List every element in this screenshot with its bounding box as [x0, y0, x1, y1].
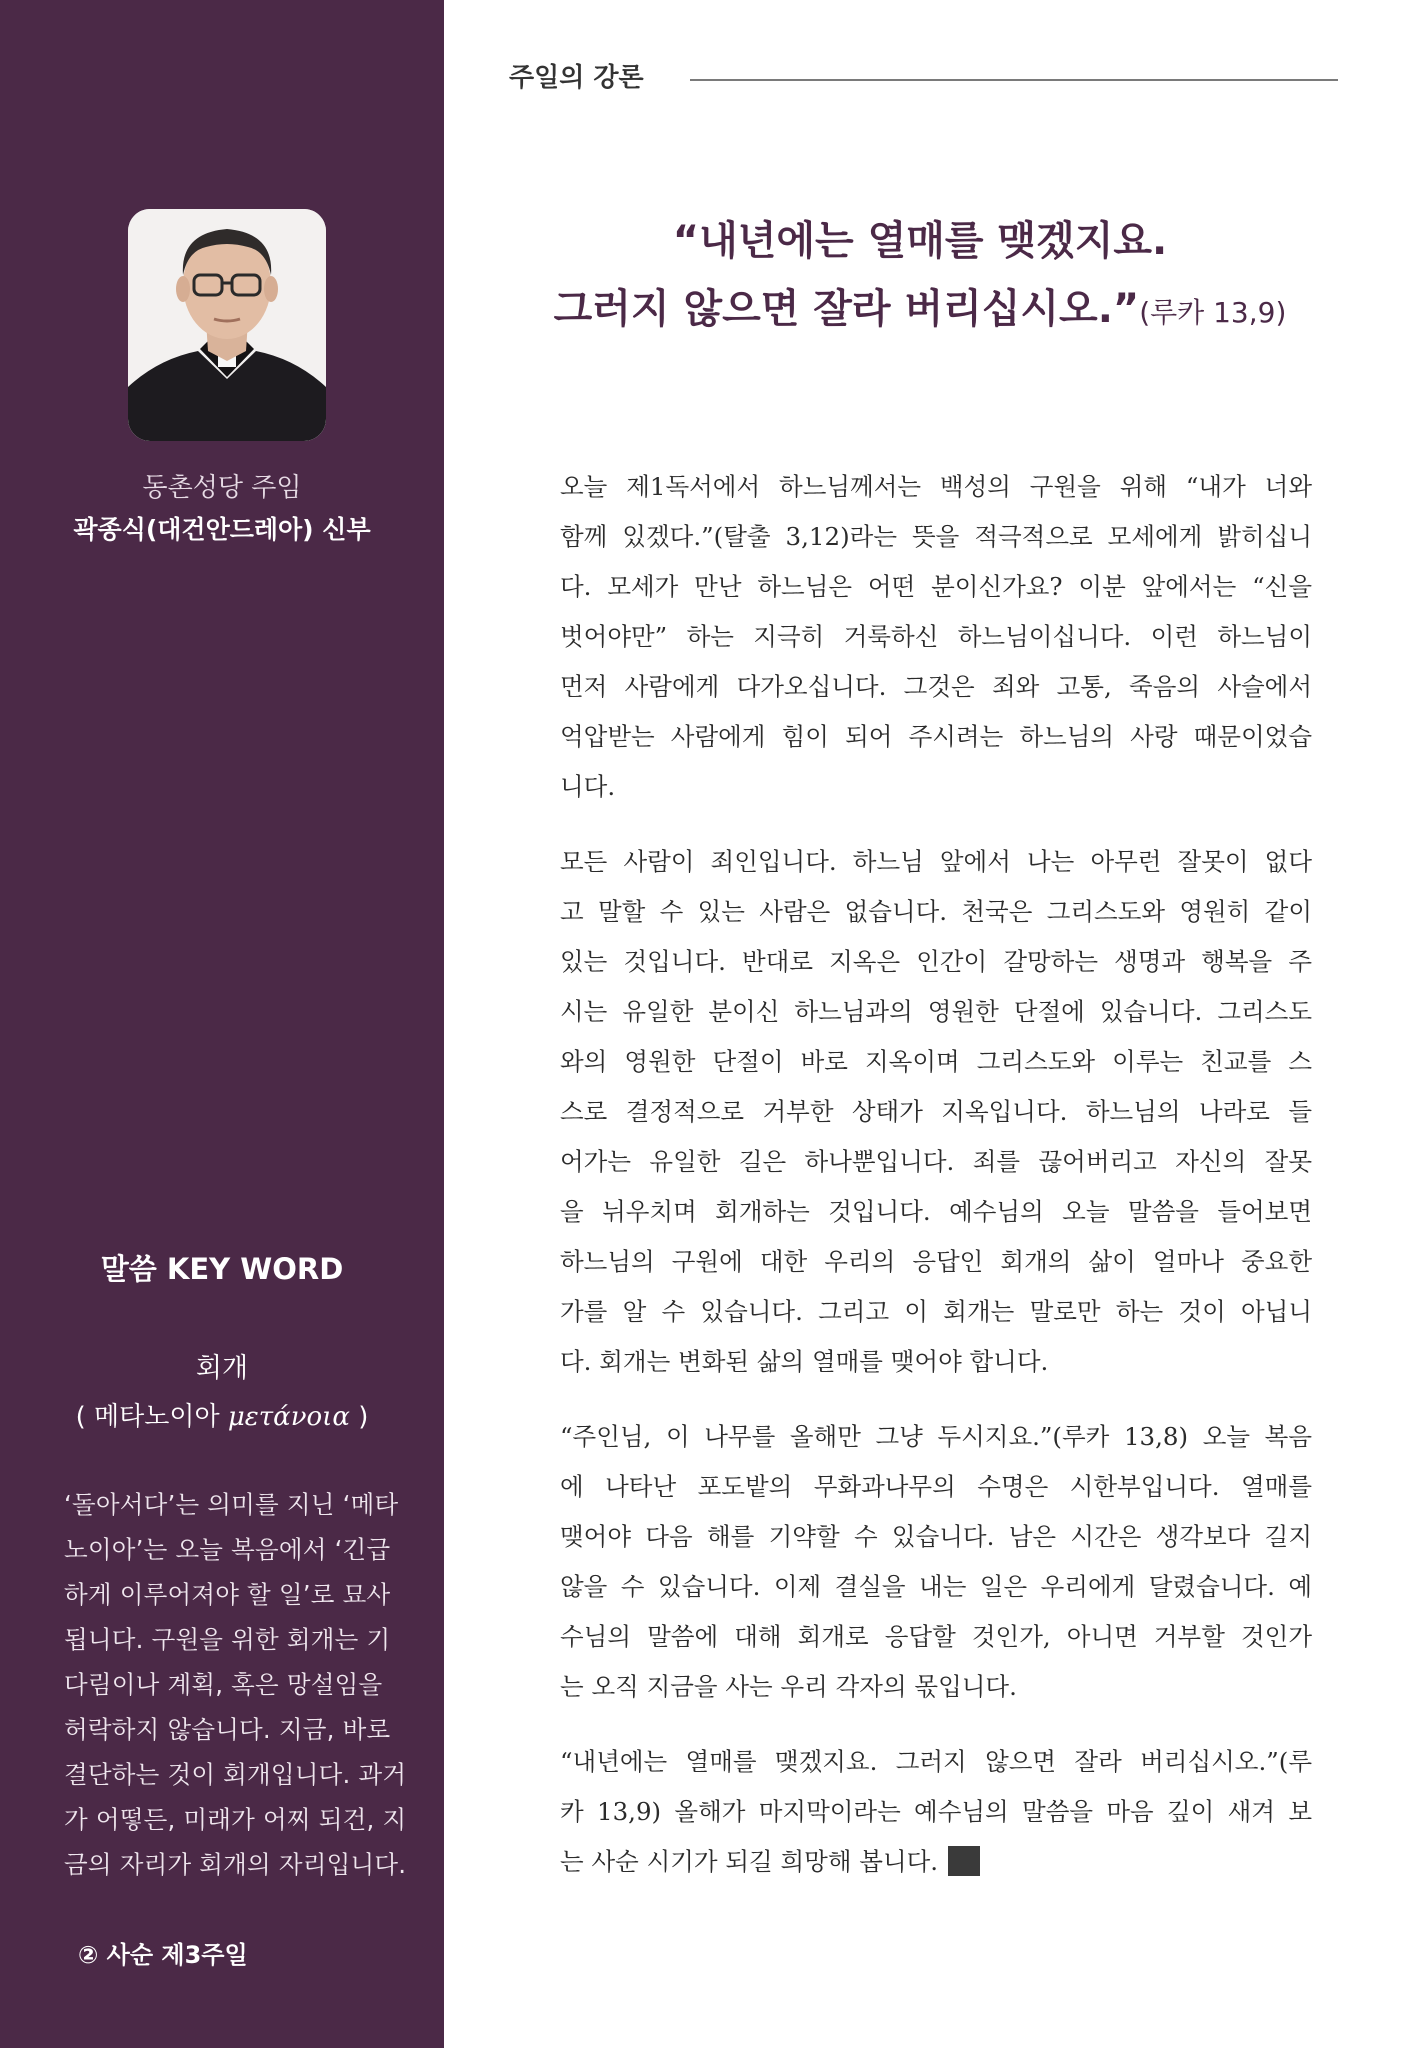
keyword-description-line: 다림이나 계획, 혹은 망설임을	[64, 1670, 383, 1699]
text-line: “내년에는 열매를 맺겠지요. 그러지 않으면 잘라 버리십시오.”(루	[560, 1747, 1312, 1776]
section-title: 주일의 강론	[509, 63, 644, 93]
text-line: 않을 수 있습니다. 이제 결실을 내는 일은 우리에게 달렸습니다. 예	[560, 1572, 1312, 1601]
text-line: 오늘 제1독서에서 하느님께서는 백성의 구원을 위해 “내가 너와	[560, 472, 1312, 501]
text-line: 니다.	[560, 772, 616, 801]
author-portrait	[128, 209, 326, 441]
text-line: 먼저 사람에게 다가오십니다. 그것은 죄와 고통, 죽음의 사슬에서	[560, 672, 1312, 701]
text-line: 어가는 유일한 길은 하나뿐입니다. 죄를 끊어버리고 자신의 잘못	[560, 1147, 1312, 1176]
text-line: 있는 것입니다. 반대로 지옥은 인간이 갈망하는 생명과 행복을 주	[560, 947, 1312, 976]
headline-quote-text: 그러지 않으면 잘라 버리십시오.”	[553, 286, 1140, 332]
keyword-description-line: 노이아’는 오늘 복음에서 ‘긴급	[64, 1535, 391, 1564]
keyword-title: 말씀 KEY WORD	[100, 1252, 344, 1286]
author-parish: 동촌성당 주임	[142, 473, 302, 503]
paragraph-1	[560, 462, 1312, 812]
keyword-term-prefix: ( 메타노이아	[75, 1402, 220, 1432]
text-line-final	[560, 1837, 1312, 1887]
text-line: 다. 회개는 변화된 삶의 열매를 맺어야 합니다.	[560, 1347, 1049, 1376]
headline-quote-reference: (루카 13,9)	[1139, 296, 1287, 329]
keyword-description-line: ‘돌아서다’는 의미를 지닌 ‘메타	[64, 1490, 399, 1519]
paragraph-2	[560, 837, 1312, 1387]
text-line: 을 뉘우치며 회개하는 것입니다. 예수님의 오늘 말씀을 들어보면	[560, 1197, 1312, 1226]
text-line: 다. 모세가 만난 하느님은 어떤 분이신가요? 이분 앞에서는 “신을	[560, 572, 1312, 601]
page-footer-week: ② 사순 제3주일	[78, 1941, 248, 1969]
keyword-description-line: 됩니다. 구원을 위한 회개는 기	[64, 1625, 391, 1654]
text-line: 카 13,9) 올해가 마지막이라는 예수님의 말씀을 마음 깊이 새겨 보	[560, 1797, 1312, 1826]
keyword-description-line: 허락하지 않습니다. 지금, 바로	[64, 1715, 391, 1744]
paragraph-3	[560, 1412, 1312, 1712]
text-line: 함께 있겠다.”(탈출 3,12)라는 뜻을 적극적으로 모세에게 밝히십니	[560, 522, 1312, 551]
keyword-term-transliteration	[0, 1398, 444, 1436]
keyword-description-line: 하게 이루어져야 할 일’로 묘사	[64, 1580, 391, 1609]
text-line: 시는 유일한 분이신 하느님과의 영원한 단절에 있습니다. 그리스도	[560, 997, 1312, 1026]
text-line: 가를 알 수 있습니다. 그리고 이 회개는 말로만 하는 것이 아닙니	[560, 1297, 1312, 1326]
keyword-term-greek: μετάνοια	[227, 1402, 350, 1432]
keyword-description-line: 가 어떻든, 미래가 어찌 되건, 지	[64, 1805, 407, 1834]
sidebar	[0, 0, 444, 2048]
text-line: 수님의 말씀에 대해 회개로 응답할 것인가, 아니면 거부할 것인가	[560, 1622, 1312, 1651]
text-line: 벗어야만” 하는 지극히 거룩하신 하느님이십니다. 이런 하느님이	[560, 622, 1312, 651]
text-line: 모든 사람이 죄인입니다. 하느님 앞에서 나는 아무런 잘못이 없다	[560, 847, 1312, 876]
headline-quote-line-1: “내년에는 열매를 맺겠지요.	[672, 218, 1168, 264]
text-line: 와의 영원한 단절이 바로 지옥이며 그리스도와 이루는 친교를 스	[560, 1047, 1312, 1076]
keyword-description-line: 결단하는 것이 회개입니다. 과거	[64, 1760, 407, 1789]
text-line: 고 말할 수 있는 사람은 없습니다. 천국은 그리스도와 영원히 같이	[560, 897, 1312, 926]
headline-quote-line-2	[470, 276, 1370, 346]
end-mark-icon	[948, 1846, 980, 1876]
text-line: 맺어야 다음 해를 기약할 수 있습니다. 남은 시간은 생각보다 길지	[560, 1522, 1312, 1551]
keyword-term-suffix: )	[358, 1402, 369, 1432]
keyword-description-line: 금의 자리가 회개의 자리입니다.	[64, 1850, 407, 1879]
paragraph-4	[560, 1737, 1312, 1887]
keyword-description	[64, 1482, 407, 1887]
homily-body	[560, 462, 1312, 1912]
final-sentence: 는 사순 시기가 되길 희망해 봅니다.	[560, 1847, 939, 1876]
text-line: 에 나타난 포도밭의 무화과나무의 수명은 시한부입니다. 열매를	[560, 1472, 1312, 1501]
text-line: “주인님, 이 나무를 올해만 그냥 두시지요.”(루카 13,8) 오늘 복음	[560, 1422, 1312, 1451]
text-line: 스로 결정적으로 거부한 상태가 지옥입니다. 하느님의 나라로 들	[560, 1097, 1312, 1126]
keyword-term: 회개	[195, 1353, 249, 1384]
text-line: 억압받는 사람에게 힘이 되어 주시려는 하느님의 사랑 때문이었습	[560, 722, 1312, 751]
text-line: 는 오직 지금을 사는 우리 각자의 몫입니다.	[560, 1672, 1017, 1701]
author-name: 곽종식(대건안드레아) 신부	[73, 515, 371, 544]
text-line: 하느님의 구원에 대한 우리의 응답인 회개의 삶이 얼마나 중요한	[560, 1247, 1312, 1276]
section-divider	[690, 79, 1338, 81]
portrait-image	[128, 209, 326, 441]
